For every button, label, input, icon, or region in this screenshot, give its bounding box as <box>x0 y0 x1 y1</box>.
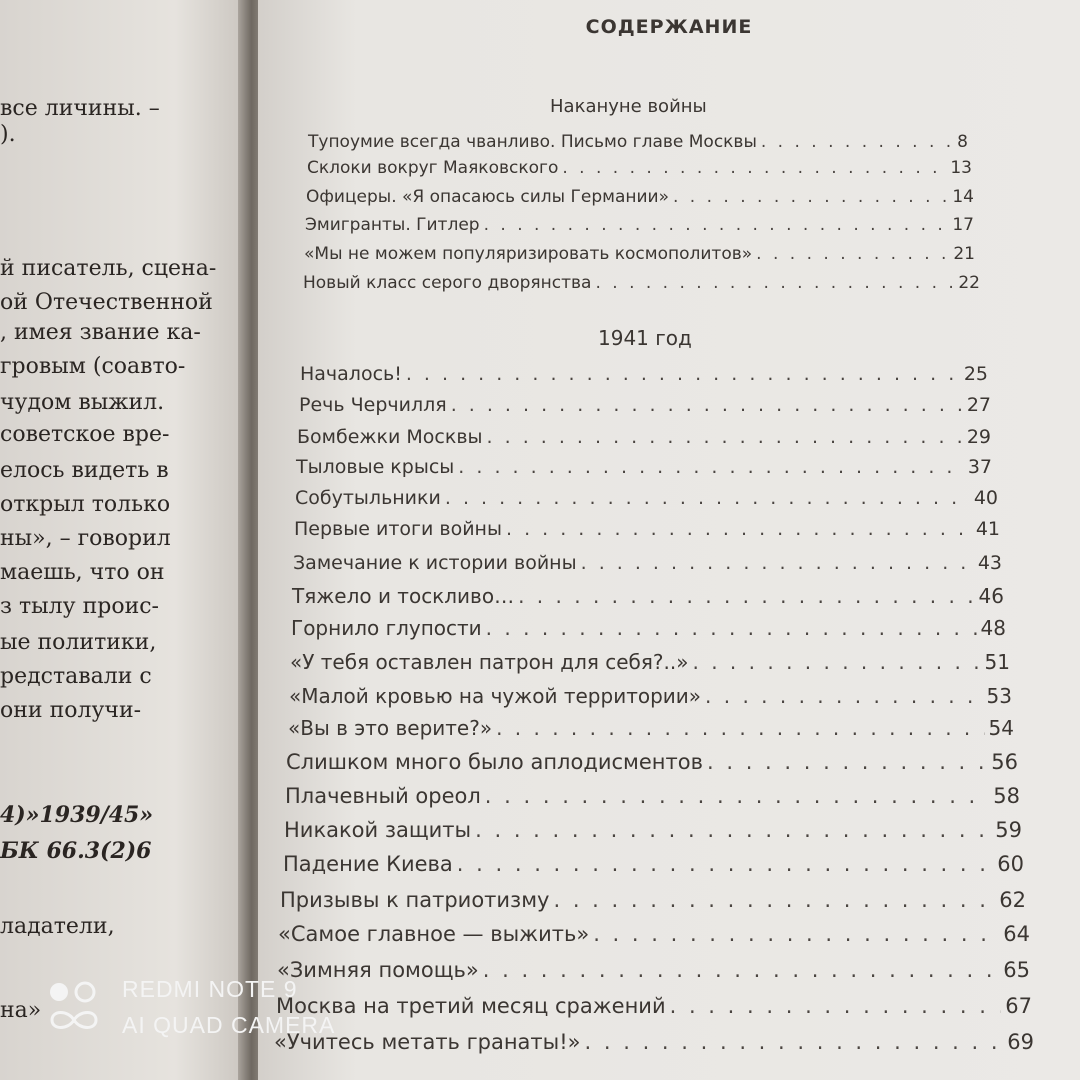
toc-entry-page-number: 58 <box>993 784 1020 808</box>
toc-entry <box>297 426 991 448</box>
toc-entry-page-number: 53 <box>986 684 1012 708</box>
toc-entry <box>300 363 988 385</box>
left-page-line: ые политики, <box>0 630 157 655</box>
toc-entry-title: Первые итоги войны <box>294 518 502 540</box>
toc-entry-title: Тыловые крысы <box>296 456 455 478</box>
toc-entry-leader-dots <box>673 187 948 207</box>
toc-entry-leader-dots <box>595 273 954 293</box>
toc-entry-leader-dots <box>761 132 953 152</box>
toc-entry <box>290 650 1010 674</box>
left-page-line: ой Отечественной <box>0 290 213 315</box>
toc-entry-page-number: 51 <box>984 650 1010 674</box>
left-page-line: БК 66.3(2)6 <box>0 838 152 864</box>
toc-entry <box>294 518 1000 540</box>
left-page-line: все личины. – <box>0 96 160 121</box>
toc-entry-leader-dots <box>406 363 960 385</box>
toc-entry-leader-dots <box>506 518 972 540</box>
toc-entry <box>277 958 1030 982</box>
toc-entry-leader-dots <box>485 784 989 808</box>
toc-entry-page-number: 14 <box>952 187 974 207</box>
left-page-line: ладатели, <box>0 914 115 939</box>
toc-entry-title: Бомбежки Москвы <box>297 426 483 448</box>
toc-entry <box>305 215 974 235</box>
toc-entry-page-number: 40 <box>973 487 998 509</box>
toc-entry-leader-dots <box>756 244 949 264</box>
toc-entry <box>280 888 1026 912</box>
toc-entry <box>306 187 974 207</box>
toc-entry-title: «Вы в это верите?» <box>288 716 493 740</box>
toc-entry-page-number: 54 <box>988 716 1014 740</box>
toc-entry <box>288 716 1014 740</box>
toc-entry <box>296 456 992 478</box>
toc-entry-page-number: 69 <box>1007 1030 1034 1054</box>
toc-entry-title: Началось! <box>300 363 402 385</box>
toc-entry-page-number: 67 <box>1005 994 1032 1018</box>
toc-entry-leader-dots <box>581 552 974 574</box>
left-page-line: чудом выжил. <box>0 390 165 415</box>
toc-entry-page-number: 43 <box>977 552 1002 574</box>
toc-entry <box>308 132 968 152</box>
toc-entry-leader-dots <box>483 958 1000 982</box>
toc-entry-title: Горнило глупости <box>291 616 482 640</box>
toc-entry-title: «У тебя оставлен патрон для себя?..» <box>290 650 689 674</box>
toc-entry-leader-dots <box>496 716 984 740</box>
left-page-line: 4)»1939/45» <box>0 802 154 828</box>
toc-entry-page-number: 22 <box>958 273 980 293</box>
toc-entry-leader-dots <box>705 684 983 708</box>
toc-entry <box>286 750 1018 774</box>
toc-entry-page-number: 8 <box>957 132 968 152</box>
toc-entry-leader-dots <box>553 888 995 912</box>
toc-section-heading: 1941 год <box>598 326 692 350</box>
toc-entry-title: Офицеры. «Я опасаюсь силы Германии» <box>306 187 669 207</box>
toc-entry-page-number: 25 <box>963 363 988 385</box>
toc-entry-leader-dots <box>484 215 949 235</box>
toc-entry-title: Склоки вокруг Маяковского <box>307 158 559 178</box>
toc-entry-title: «Учитесь метать гранаты!» <box>274 1030 581 1054</box>
left-page-line: елось видеть в <box>0 458 169 483</box>
toc-entry-title: Собутыльники <box>295 487 441 509</box>
left-page-line: они получи- <box>0 698 142 723</box>
toc-entry <box>285 784 1020 808</box>
toc-entry <box>293 552 1002 574</box>
toc-entry-title: Никакой защиты <box>284 818 472 842</box>
left-page-line: ны», – говорил <box>0 526 171 551</box>
toc-entry-title: Москва на третий месяц сражений <box>276 994 666 1018</box>
toc-entry-leader-dots <box>445 487 970 509</box>
left-page-line: й писатель, сцена- <box>0 256 217 281</box>
toc-entry-page-number: 21 <box>953 244 975 264</box>
toc-entry-leader-dots <box>458 456 964 478</box>
toc-entry <box>292 584 1004 608</box>
toc-entry <box>289 684 1012 708</box>
left-page-line: , имея звание ка- <box>0 320 201 345</box>
toc-entry-page-number: 60 <box>997 852 1024 876</box>
toc-entry-page-number: 56 <box>991 750 1018 774</box>
toc-entry-page-number: 27 <box>966 394 991 416</box>
toc-entry-page-number: 65 <box>1003 958 1030 982</box>
toc-entry-title: Замечание к истории войны <box>293 552 577 574</box>
toc-entry-leader-dots <box>457 852 993 876</box>
watermark-line-2: AI QUAD CAMERA <box>122 1012 336 1038</box>
toc-entry-leader-dots <box>562 158 946 178</box>
toc-entry <box>283 852 1024 876</box>
toc-entry <box>276 994 1032 1018</box>
toc-entry-title: «Самое главное — выжить» <box>278 922 590 946</box>
toc-entry-page-number: 62 <box>999 888 1026 912</box>
toc-section-heading: Накануне войны <box>550 96 707 117</box>
toc-entry-page-number: 59 <box>995 818 1022 842</box>
toc-entry <box>278 922 1030 946</box>
toc-entry-title: Речь Черчилля <box>299 394 447 416</box>
toc-entry-leader-dots <box>518 584 974 608</box>
left-page-line: маешь, что он <box>0 560 165 585</box>
toc-entry-page-number: 13 <box>950 158 972 178</box>
toc-entry-title: «Зимняя помощь» <box>277 958 479 982</box>
left-page-line: на» <box>0 998 42 1023</box>
toc-entry-page-number: 64 <box>1003 922 1030 946</box>
toc-entry <box>274 1030 1034 1054</box>
toc-entry-title: Тупоумие всегда чванливо. Письмо главе Москвы <box>308 132 757 152</box>
toc-entry-title: «Малой кровью на чужой территории» <box>289 684 702 708</box>
toc-entry-title: «Мы не можем популяризировать космополитов» <box>304 244 753 264</box>
toc-entry-leader-dots <box>593 922 999 946</box>
toc-entry-title: Призывы к патриотизму <box>280 888 550 912</box>
left-page-line: ). <box>0 122 16 147</box>
watermark-line-1: REDMI NOTE 9 <box>122 976 298 1002</box>
left-page <box>0 0 250 1080</box>
toc-entry-leader-dots <box>486 616 977 640</box>
toc-entry-page-number: 48 <box>980 616 1006 640</box>
toc-entry-page-number: 37 <box>967 456 992 478</box>
left-page-line: редставали с <box>0 664 152 689</box>
camera-logo-icon <box>48 980 100 1032</box>
left-page-line: з тылу проис- <box>0 594 159 619</box>
toc-entry-page-number: 46 <box>978 584 1004 608</box>
toc-entry-title: Плачевный ореол <box>285 784 481 808</box>
toc-entry-leader-dots <box>451 394 963 416</box>
toc-entry-leader-dots <box>487 426 963 448</box>
toc-entry <box>307 158 972 178</box>
toc-entry-title: Эмигранты. Гитлер <box>305 215 480 235</box>
toc-entry-page-number: 41 <box>975 518 1000 540</box>
left-page-line: гровым (соавто- <box>0 354 186 379</box>
left-page-line: советское вре- <box>0 422 170 447</box>
toc-entry <box>284 818 1022 842</box>
toc-entry-page-number: 17 <box>952 215 974 235</box>
toc-entry-title: Тяжело и тоскливо… <box>292 584 515 608</box>
right-page <box>258 0 1080 1080</box>
left-page-line: открыл только <box>0 492 171 517</box>
toc-entry <box>303 273 980 293</box>
toc-entry-title: Слишком много было аплодисментов <box>286 750 703 774</box>
toc-title: СОДЕРЖАНИЕ <box>585 16 753 38</box>
toc-entry-leader-dots <box>475 818 991 842</box>
toc-entry-leader-dots <box>693 650 981 674</box>
toc-entry-leader-dots <box>707 750 987 774</box>
toc-entry <box>299 394 991 416</box>
toc-entry-page-number: 29 <box>966 426 991 448</box>
toc-entry-leader-dots <box>585 1030 1004 1054</box>
toc-entry <box>291 616 1006 640</box>
toc-entry-title: Новый класс серого дворянства <box>303 273 592 293</box>
toc-entry <box>304 244 975 264</box>
toc-entry <box>295 487 998 509</box>
toc-entry-title: Падение Киева <box>283 852 453 876</box>
toc-entry-leader-dots <box>670 994 1002 1018</box>
